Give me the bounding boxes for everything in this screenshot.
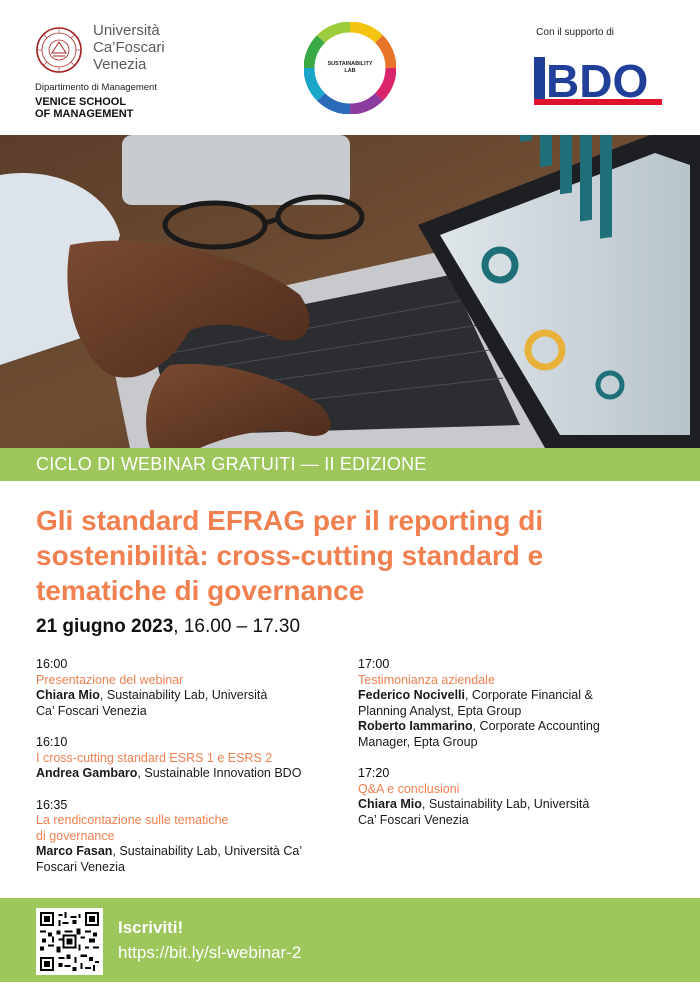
- hero-image: [0, 135, 700, 448]
- sustainability-lab-logo[interactable]: [304, 22, 396, 114]
- event-title: [36, 503, 676, 608]
- university-seal-icon: [35, 26, 83, 74]
- slot-time: 17:20: [358, 766, 390, 780]
- slot-speaker: [36, 766, 356, 782]
- bdo-logo[interactable]: [532, 55, 666, 107]
- slot-speaker: [36, 844, 356, 875]
- school-name: [35, 96, 133, 120]
- qr-code-icon: [40, 912, 99, 971]
- speaker-affiliation: , Sustainability Lab, Università Ca’: [112, 844, 303, 858]
- speaker-affiliation: Foscari Venezia: [36, 859, 125, 874]
- header: [0, 0, 700, 135]
- speaker-name: Chiara Mio: [36, 688, 100, 702]
- lab-name-line: SUSTAINABILITY: [327, 61, 373, 67]
- agenda-slot: [358, 766, 678, 828]
- register-cta: Iscriviti!: [118, 918, 184, 937]
- sponsor-name: BDO: [546, 55, 649, 107]
- university-name-line: Venezia: [93, 56, 147, 73]
- event-title-line: Gli standard EFRAG per il reporting di: [36, 505, 544, 536]
- slot-topic: Presentazione del webinar: [36, 672, 184, 687]
- lab-name-line: LAB: [344, 68, 356, 74]
- department-name: Dipartimento di Management: [35, 82, 157, 93]
- slot-topic: Testimonianza aziendale: [358, 672, 495, 687]
- slot-speaker: [36, 688, 356, 719]
- speaker-affiliation: Ca’ Foscari Venezia: [36, 703, 147, 718]
- series-label: CICLO DI WEBINAR GRATUITI — II EDIZIONE: [36, 454, 427, 474]
- speaker-name: Andrea Gambaro: [36, 766, 138, 780]
- event-date: [36, 616, 300, 638]
- agenda-column-left: [36, 657, 356, 891]
- school-name-line: OF MANAGEMENT: [35, 108, 134, 120]
- slot-speaker: [358, 688, 678, 719]
- agenda-slot: [358, 657, 678, 750]
- school-name-line: VENICE SCHOOL: [35, 96, 127, 108]
- agenda-column-right: [358, 657, 678, 844]
- speaker-name: Federico Nocivelli: [358, 688, 465, 702]
- support-label: Con il supporto di: [536, 27, 614, 38]
- slot-time: 16:35: [36, 797, 68, 812]
- university-name: [93, 22, 165, 73]
- university-name-line: Università: [93, 22, 160, 39]
- speaker-affiliation: , Sustainability Lab, Università: [99, 688, 268, 702]
- university-name-line: Ca’Foscari: [93, 39, 165, 56]
- slot-topic: di governance: [36, 828, 115, 843]
- agenda-slot: [36, 657, 356, 719]
- university-logo[interactable]: [35, 22, 225, 122]
- slot-topic: Q&A e conclusioni: [358, 781, 460, 796]
- speaker-affiliation: Ca’ Foscari Venezia: [358, 812, 469, 827]
- slot-speaker: [358, 797, 678, 828]
- event-date-day: 21 giugno 2023: [36, 616, 174, 637]
- speaker-affiliation: , Corporate Financial &: [464, 688, 593, 702]
- slot-topic: I cross-cutting standard ESRS 1 e ESRS 2: [36, 750, 273, 765]
- speaker-affiliation: , Sustainability Lab, Università: [421, 797, 590, 811]
- registration-link[interactable]: https://bit.ly/sl-webinar-2: [118, 943, 302, 962]
- speaker-affiliation: , Sustainable Innovation BDO: [137, 766, 302, 780]
- event-title-line: sostenibilità: cross-cutting standard e: [36, 540, 544, 571]
- agenda-slot: [36, 798, 356, 876]
- slot-time: 17:00: [358, 657, 390, 671]
- slot-time: 16:00: [36, 657, 68, 671]
- speaker-affiliation: Planning Analyst, Epta Group: [358, 703, 522, 718]
- speaker-affiliation: , Corporate Accounting: [472, 719, 600, 733]
- slot-time: 16:10: [36, 735, 68, 749]
- laptop-photo: [0, 135, 700, 448]
- speaker-name: Marco Fasan: [36, 844, 113, 858]
- event-title-line: tematiche di governance: [36, 575, 365, 606]
- slot-speaker: [358, 719, 678, 750]
- speaker-name: Roberto Iammarino: [358, 719, 473, 733]
- speaker-name: Chiara Mio: [358, 797, 422, 811]
- series-band: [0, 448, 700, 481]
- agenda-slot: [36, 735, 356, 782]
- slot-topic: La rendicontazione sulle tematiche: [36, 813, 229, 827]
- speaker-affiliation: Manager, Epta Group: [358, 734, 478, 749]
- event-time: , 16.00 – 17.30: [173, 616, 301, 637]
- qr-code[interactable]: [36, 908, 103, 975]
- lab-name: [304, 22, 396, 114]
- registration-footer: [0, 898, 700, 982]
